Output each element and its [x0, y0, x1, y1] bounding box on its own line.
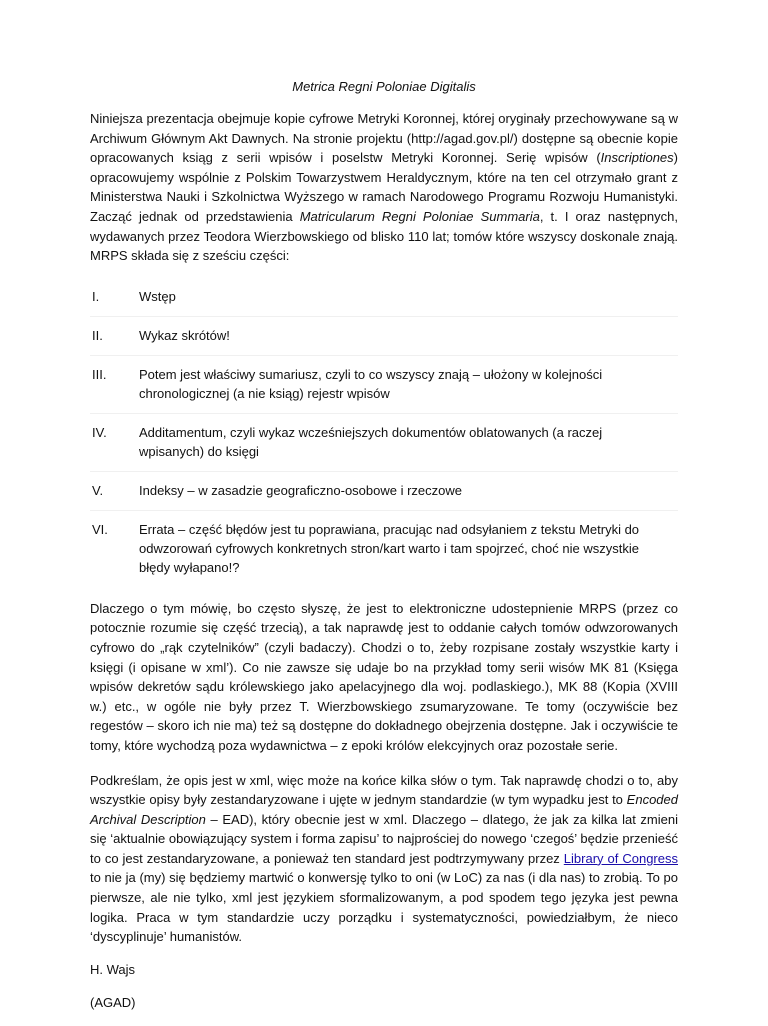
intro-italic-summaria: Matricularum Regni Poloniae Summaria — [299, 208, 540, 224]
list-item-text: Wykaz skrótów! — [139, 327, 230, 343]
xml-text-b: – EAD), który obecnie jest w xml. Dlaczego – dlatego, że jak za kilka lat zmieni się ‘aktualnie obowiązujący system i forma zapisu’ to najprościej do nowego ‘czegoś’ będzie przenieść to co jest zestandaryzowane, a ponieważ ten standard jest podtrzymywany przez — [90, 811, 678, 866]
list-item — [90, 511, 678, 587]
list-item — [90, 472, 678, 511]
list-item-text: Wstęp — [139, 288, 176, 304]
list-item-text: Potem jest właściwy sumariusz, czyli to co wszyscy znają – ułożony w kolejności chronologicznej (a nie ksiąg) rejestr wpisów — [139, 366, 603, 401]
xml-italic-ead: Encoded Archival Description — [90, 792, 678, 827]
list-item-number: V. — [92, 482, 104, 498]
intro-italic-inscriptiones: Inscriptiones — [600, 150, 674, 166]
list-item-text: Indeksy – w zasadzie geograficzno-osobowe i rzeczowe — [139, 482, 463, 498]
list-item — [90, 317, 678, 356]
list-item-text: Additamentum, czyli wykaz wcześniejszych dokumentów oblatowanych (a raczej wpisanych) do księgi — [139, 424, 603, 459]
list-item-number: II. — [92, 327, 103, 343]
signature-name: H. Wajs — [90, 961, 136, 977]
document-title: Metrica Regni Poloniae Digitalis — [292, 79, 476, 94]
parts-list — [90, 278, 678, 587]
intro-text-b: ) opracowujemy wspólnie z Polskim Towarzystwem Heraldycznym, które na ten cel otrzymało grant z Ministerstwa Nauki i Szkolnictwa Wyższego w ramach Narodowego Programu Rozwoju Humanistyki. Zacząć jednak od przedstawienia — [90, 150, 678, 224]
list-item-number: VI. — [92, 521, 108, 537]
list-item — [90, 414, 678, 472]
signature-organization: (AGAD) — [90, 994, 136, 1010]
library-of-congress-link[interactable]: Library of Congress — [563, 850, 678, 866]
xml-text-c: to nie ja (my) się będziemy martwić o konwersję tylko to oni (w LoC) za nas (i dla nas) to zrobią. To po pierwsze, ale nie tylko, xml jest językiem sformalizowanym, a pod spodem tego języka jest pewna logika. Praca w tym standardzie uczy porządku i systematyczności, powiedziałbym, że nieco ‘dyscyplinuje’ humanistów. — [90, 870, 678, 945]
xml-paragraph — [90, 771, 678, 947]
list-item-number: I. — [92, 288, 100, 304]
list-item-number: III. — [92, 366, 107, 382]
mrps-paragraph: Dlaczego o tym mówię, bo często słyszę, że jest to elektroniczne udostepnienie MRPS (przez co potocznie rozumie się część trzecią), a tak naprawdę jest to oddanie całych tomów odwzorowanych cyfrowo do „rąk czytelników” (czyli badaczy). Chodzi o to, żeby rozpisane zostały wszystkie karty i księgi (i opisane w xml’). Co nie zawsze się udaje bo na przykład tomy serii wisów MK 81 (Księga wpisów dekretów sądu królewskiego jako apelacyjnego dla woj. podlaskiego.), MK 88 (Kopia (XVIII w.) etc., w ogóle nie były przez T. Wierzbowskiego zsumaryzowane. Te tomy (oczywiście bez regestów – skoro ich nie ma) też są dostępne do dokładnego obejrzenia dostępne. Jak i oczywiście te tomy, które wychodzą poza wydawnictwa – z epoki królów elekcyjnych oraz pozostałe serie. — [90, 600, 678, 753]
xml-text-a: Podkreślam, że opis jest w xml, więc może na końce kilka słów o tym. Tak naprawdę chodzi o to, aby wszystkie opisy były zestandaryzowane i ujęte w jednym standardzie (w tym wypadku jest to — [90, 772, 678, 808]
list-item-number: IV. — [92, 424, 107, 440]
intro-text-a: Niniejsza prezentacja obejmuje kopie cyfrowe Metryki Koronnej, której oryginały przechowywane są w Archiwum Głównym Akt Dawnych. Na stronie projektu (http://agad.gov.pl/) dostępne są obecnie kopie opracowanych ksiąg z serii wpisów i poselstw Metryki Koronnej. Serię wpisów ( — [90, 111, 678, 166]
list-item — [90, 356, 678, 414]
document-page — [90, 78, 678, 1026]
list-item-text: Errata – część błędów jest tu poprawiana, pracując nad odsyłaniem z tekstu Metryki do odwzorowań cyfrowych konkretnych stron/kart warto i tam spojrzeć, choć nie wszystkie błędy wyłapano!? — [139, 521, 640, 575]
list-item — [90, 278, 678, 317]
intro-text-c: , t. I oraz następnych, wydawanych przez Teodora Wierzbowskiego od blisko 110 lat; tomów które wszyscy doskonale znają. MRPS składa się z sześciu części: — [90, 208, 678, 264]
intro-paragraph — [90, 109, 678, 266]
